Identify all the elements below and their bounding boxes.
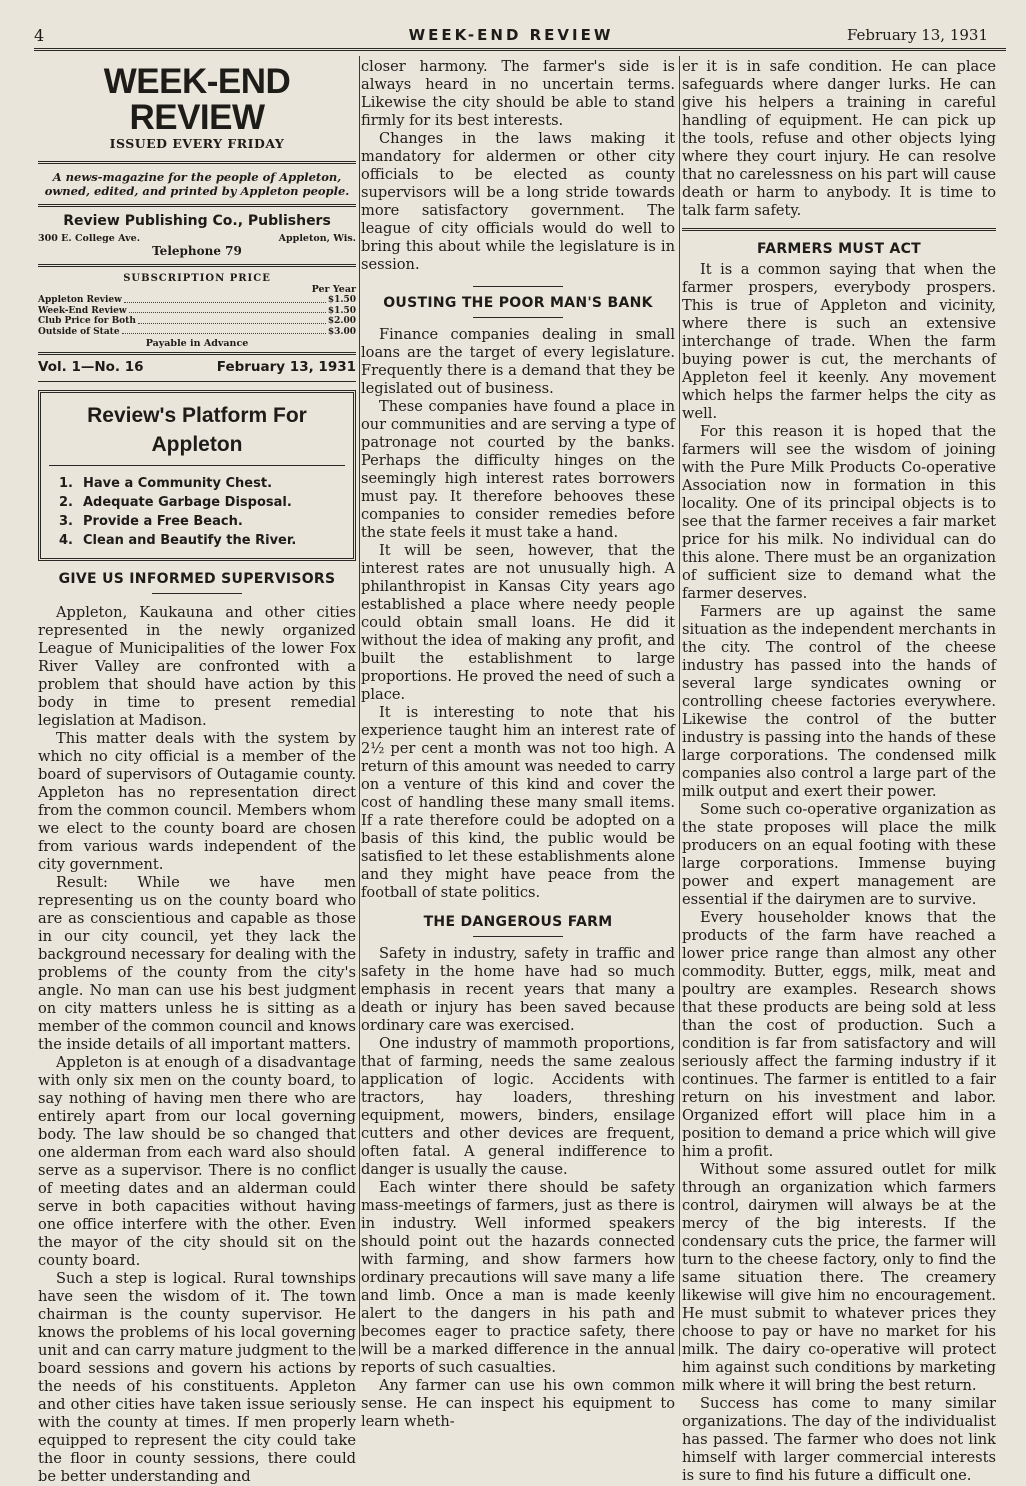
- tagline-line: owned, edited, and printed by Appleton people.: [44, 184, 350, 198]
- page-number: 4: [34, 26, 45, 45]
- article-heading: OUSTING THE POOR MAN'S BANK: [383, 295, 653, 311]
- column-3: [682, 58, 996, 1485]
- paragraph: Changes in the laws making it mandatory for aldermen or other city officials to be elected as county supervisors will be a long stride towards more satisfactory government. The league of city officials would do well to bring this about while the legislature is in session.: [361, 130, 675, 273]
- article-heading: THE DANGEROUS FARM: [423, 914, 613, 930]
- address-line: [38, 233, 356, 244]
- paragraph: For this reason it is hoped that the farmers will see the wisdom of joining with the Pure Milk Products Co-operative Association now in formation in this locality. One of its principal objects is to see that the farmer receives a fair market price for his milk. No individual can do this alone. There must be an organization of sufficient size to demand what the farmer deserves.: [682, 423, 996, 602]
- price-row: [38, 295, 356, 306]
- paragraph: Such a step is logical. Rural townships have seen the wisdom of it. The town chairman is the county supervisor. He knows the problems of his local governing unit and can carry mature judgment to the board sessions and govern his actions by the needs of his constituents. Appleton and other cities have taken issue seriously with the county at times. If men properly equipped to represent the city could take the floor in county sessions, there could be better understanding and: [38, 1270, 356, 1485]
- header-rule: [34, 48, 1006, 51]
- platform-item: [59, 493, 345, 512]
- issue-date: February 13, 1931: [216, 359, 356, 375]
- paragraph: These companies have found a place in our communities and are serving a type of patronage not courted by the banks. Perhaps the difficulty hinges on the seemingly high interest rates borrowers must pay. It therefore behooves these companies to consider remedies before the state feels it must take a hand.: [361, 398, 675, 541]
- tagline: [38, 170, 356, 198]
- divider: [682, 228, 996, 231]
- divider: [38, 352, 356, 355]
- paragraph: Every householder knows that the products of the farm have reached a lower price range than almost any other commodity. Butter, eggs, milk, meat and poultry are examples. Research shows that these products are being sold at less than the cost of production. Such a condition is far from satisfactory and will seriously affect the farming industry if it continues. The farmer is entitled to a fair return on his investment and labor. Organized effort will place him in a position to demand a price which will give him a profit.: [682, 909, 996, 1160]
- tagline-line: A news-magazine for the people of Appleton,: [52, 170, 342, 184]
- divider: [152, 593, 242, 594]
- city: Appleton, Wis.: [278, 233, 356, 244]
- price-value: $1.50: [327, 305, 356, 316]
- platform-item-text: Provide a Free Beach.: [83, 514, 243, 529]
- leader-dots: [129, 306, 326, 314]
- paragraph: One industry of mammoth proportions, that of farming, needs the same zealous application of logic. Accidents with tractors, hay loaders, threshing equipment, mowers, binders, ensilage cutters and other devices are frequent, often fatal. A general indifference to danger is usually the cause.: [361, 1035, 675, 1178]
- price-value: $2.00: [327, 316, 356, 326]
- volume-number: Vol. 1—No. 16: [38, 359, 144, 375]
- newspaper-title: WEEK-END REVIEW: [103, 62, 291, 137]
- platform-item-text: Clean and Beautify the River.: [83, 533, 297, 548]
- article-continued: [361, 58, 675, 274]
- payable-note: Payable in Advance: [145, 338, 249, 349]
- paragraph: er it is in safe condition. He can place safeguards where danger lurks. He can give his helpers a training in careful handling of equipment. He can pick up the tools, refuse and other objects lying where they court injury. He can resolve that no carelessness on his part will cause death or harm to anybody. It is time to talk farm safety.: [682, 58, 996, 219]
- per-year-label: Per Year: [311, 284, 356, 295]
- paragraph: This matter deals with the system by which no city official is a member of the board of supervisors of Outagamie county. Appleton has no representation direct from the common council. Members whom we elect to the county board are chosen from various wards independent of the city government.: [38, 730, 356, 873]
- price-row: [38, 306, 356, 317]
- price-value: $1.50: [327, 295, 356, 305]
- platform-item: [59, 474, 345, 493]
- column-1: [38, 58, 356, 1486]
- volume-line: [38, 359, 356, 375]
- price-label: Club Price for Both: [38, 316, 136, 326]
- price-row: [38, 327, 356, 338]
- price-row: [38, 316, 356, 327]
- platform-item: [59, 531, 345, 550]
- issued-line: ISSUED EVERY FRIDAY: [109, 136, 285, 151]
- divider: [473, 286, 563, 287]
- platform-title: [49, 401, 345, 459]
- article-heading: GIVE US INFORMED SUPERVISORS: [58, 571, 336, 587]
- paragraph: Any farmer can use his own common sense. He can inspect his equipment to learn wheth-: [361, 1377, 675, 1430]
- running-masthead: WEEK-END REVIEW: [408, 26, 614, 44]
- divider: [49, 465, 345, 466]
- telephone: Telephone 79: [152, 244, 242, 258]
- divider: [38, 204, 356, 207]
- article-body: [361, 326, 675, 902]
- platform-title-line: Review's Platform For: [87, 404, 307, 427]
- price-list: [38, 295, 356, 337]
- running-header: [34, 26, 988, 46]
- article-body: [38, 604, 356, 1486]
- article-body: [361, 945, 675, 1431]
- divider: [38, 161, 356, 164]
- paragraph: closer harmony. The farmer's side is always heard in no uncertain terms. Likewise the city should be able to stand firmly for its best interests.: [361, 58, 675, 129]
- publisher: Review Publishing Co., Publishers: [63, 213, 331, 229]
- paragraph: Appleton is at enough of a disadvantage with only six men on the county board, to say nothing of having men there who are entirely apart from our local governing body. The law should be so changed that one alderman from each ward also should serve as a supervisor. There is no conflict of meeting dates and an alderman could serve in both capacities without having one office interfere with the other. Even the mayor of the city should sit on the county board.: [38, 1054, 356, 1269]
- platform-item: [59, 512, 345, 531]
- leader-dots: [122, 327, 326, 335]
- price-value: $3.00: [327, 326, 356, 337]
- price-label: Outside of State: [38, 326, 120, 337]
- paragraph: Success has come to many similar organizations. The day of the individualist has passed. The farmer who does not link himself with larger commercial interests is sure to find his future a difficult one.: [682, 1395, 996, 1484]
- price-label: Week-End Review: [38, 305, 127, 316]
- paragraph: It is interesting to note that his experience taught him an interest rate of 2½ per cent a month was not too high. A return of this amount was needed to carry on a venture of this kind and cover the cost of handling these many small items. If a rate therefore could be adopted on a basis of this kind, the public would be satisfied to let these establishments alone and they might have peace from the football of state politics.: [361, 704, 675, 901]
- platform-title-line: Appleton: [151, 433, 243, 456]
- platform-item-number: 2.: [59, 495, 73, 510]
- platform-item-text: Adequate Garbage Disposal.: [83, 495, 292, 510]
- platform-item-number: 4.: [59, 533, 73, 548]
- leader-dots: [124, 295, 326, 303]
- paragraph: Farmers are up against the same situation as the independent merchants in the city. The control of the cheese industry has passed into the hands of several large syndicates owning or controlling cheese factories everywhere. Likewise the control of the butter industry is passing into the hands of these large corporations. The condensed milk companies also control a large part of the milk output and exert their power.: [682, 603, 996, 800]
- divider: [38, 381, 356, 382]
- header-date: February 13, 1931: [846, 26, 988, 44]
- subscription-heading: SUBSCRIPTION PRICE: [123, 273, 271, 284]
- platform-item-text: Have a Community Chest.: [83, 476, 273, 491]
- article-body: [682, 261, 996, 1485]
- column-2: [361, 58, 675, 1431]
- leader-dots: [138, 316, 326, 324]
- divider: [38, 264, 356, 267]
- paragraph: Some such co-operative organization as the state proposes will place the milk producers on an equal footing with these large corporations. Immense buying power and expert management are essential if the dairymen are to survive.: [682, 801, 996, 908]
- paragraph: Appleton, Kaukauna and other cities represented in the newly organized League of Municipalities of the lower Fox River Valley are confronted with a problem that should have action by this body in time to present remedial legislation at Madison.: [38, 604, 356, 729]
- paragraph: It will be seen, however, that the interest rates are not unusually high. A philanthropist in Kansas City years ago established a place where needy people could obtain small loans. He did it without the idea of making any profit, and built the establishment to large proportions. He proved the need of such a place.: [361, 542, 675, 703]
- article-continued: [682, 58, 996, 220]
- paragraph: Each winter there should be safety mass-meetings of farmers, just as there is in industry. Well informed speakers should point out the hazards connected with farming, and show farmers how ordinary precautions will save many a life and limb. Once a man is made keenly alert to the dangers in his path and becomes eager to practice safety, there will be a marked difference in the annual reports of such casualties.: [361, 1179, 675, 1376]
- platform-item-number: 3.: [59, 514, 73, 529]
- price-label: Appleton Review: [38, 295, 122, 305]
- platform-list: [59, 474, 345, 550]
- divider: [473, 317, 563, 318]
- divider: [473, 936, 563, 937]
- platform-item-number: 1.: [59, 476, 73, 491]
- street-address: 300 E. College Ave.: [38, 233, 141, 244]
- paragraph: Finance companies dealing in small loans are the target of every legislature. Frequently there is a demand that they be legislated out of business.: [361, 326, 675, 397]
- column-divider: [679, 56, 680, 1356]
- paragraph: Result: While we have men representing us on the county board who are as conscientious and capable as those in our city council, yet they lack the background necessary for dealing with the problems of the county from the city's angle. No man can use his best judgment on city matters unless he is sitting as a member of the common council and knows the inside details of all important matters.: [38, 874, 356, 1053]
- paragraph: It is a common saying that when the farmer prospers, everybody prospers. This is true of Appleton and vicinity, where there is such an extensive interchange of trade. When the farm buying power is cut, the merchants of Appleton feel it keenly. Any movement which helps the farmer helps the city as well.: [682, 261, 996, 422]
- column-divider: [359, 56, 360, 1356]
- paragraph: Without some assured outlet for milk through an organization which farmers control, dairymen will always be at the mercy of the big interests. If the condensary cuts the price, the farmer will turn to the cheese factory, only to find the same situation there. The creamery likewise will give him no encouragement. He must submit to whatever prices they choose to pay or have no market for his milk. The dairy co-operative will protect him against such conditions by marketing milk where it will bring the best return.: [682, 1161, 996, 1394]
- paragraph: Safety in industry, safety in traffic and safety in the home have had so much emphasis in recent years that many a death or injury has been saved because ordinary care was exercised.: [361, 945, 675, 1034]
- platform-box: [38, 390, 356, 561]
- article-heading: FARMERS MUST ACT: [756, 241, 922, 257]
